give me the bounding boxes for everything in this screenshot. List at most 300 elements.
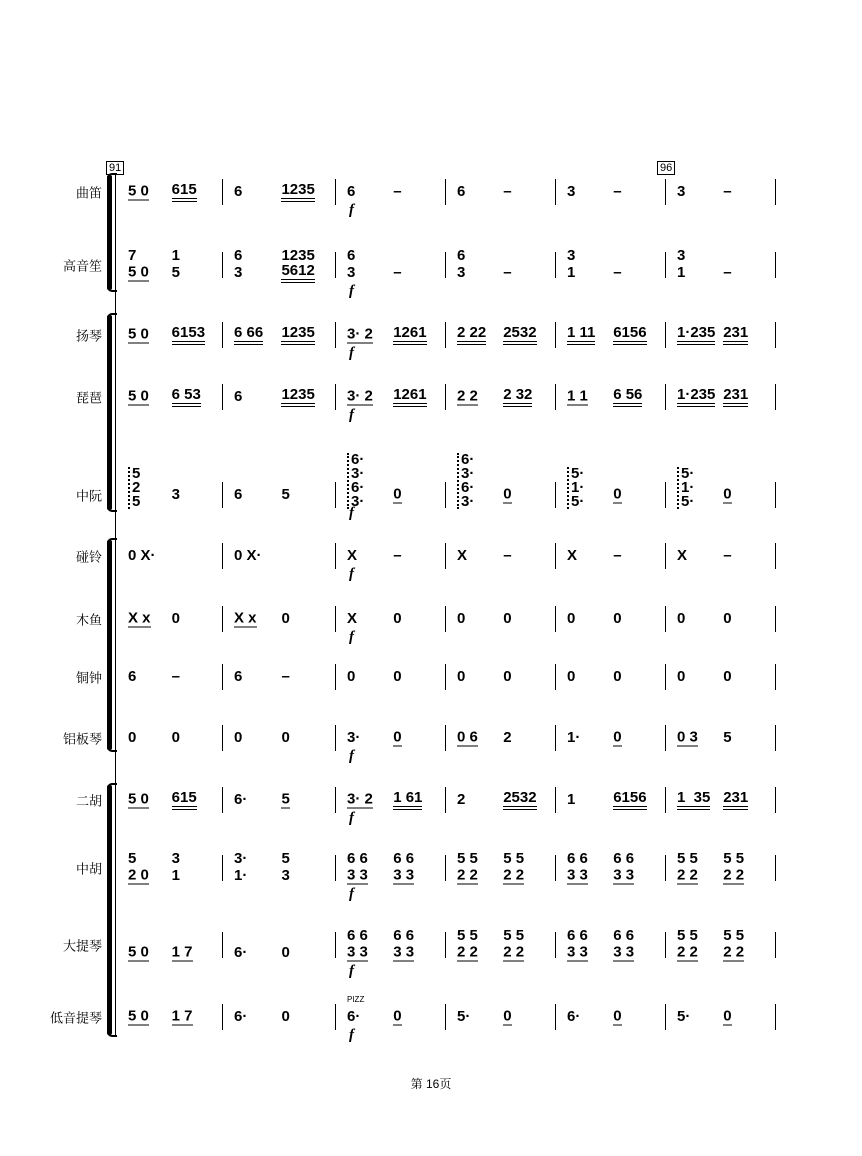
barline bbox=[335, 543, 336, 569]
barline bbox=[665, 543, 666, 569]
chord bbox=[457, 453, 474, 509]
dynamic-forte: f bbox=[349, 748, 354, 764]
barline bbox=[555, 252, 556, 278]
system-line bbox=[115, 175, 116, 1035]
note: 5 bbox=[171, 264, 181, 281]
chord-note: 1· bbox=[571, 479, 585, 496]
barline bbox=[222, 322, 223, 348]
note: 5 5 bbox=[457, 927, 478, 944]
note: 6 53 bbox=[172, 387, 201, 407]
note: 6 6 bbox=[567, 927, 588, 944]
note: 1· bbox=[567, 729, 581, 746]
barline bbox=[445, 482, 446, 508]
barline bbox=[665, 725, 666, 751]
instrument-label: 低音提琴 bbox=[49, 1010, 102, 1026]
barline bbox=[335, 252, 336, 278]
note: 231 bbox=[723, 325, 748, 345]
barline bbox=[335, 855, 336, 881]
note: 3 bbox=[677, 247, 686, 264]
note: X bbox=[347, 547, 358, 564]
note: 3· bbox=[347, 729, 361, 746]
note: 5 bbox=[281, 790, 290, 808]
note: 6· bbox=[234, 944, 248, 961]
barline bbox=[555, 855, 556, 881]
note: 3 bbox=[677, 183, 686, 200]
barline bbox=[335, 482, 336, 508]
barline bbox=[665, 322, 666, 348]
note: 5 0 bbox=[128, 943, 149, 961]
barline bbox=[665, 932, 666, 958]
barline bbox=[222, 179, 223, 205]
note: 6 bbox=[234, 668, 243, 685]
note: 6 bbox=[234, 388, 243, 405]
barline bbox=[665, 482, 666, 508]
barline bbox=[335, 322, 336, 348]
dynamic-forte: f bbox=[349, 283, 354, 299]
barline bbox=[445, 252, 446, 278]
note: 6 6 bbox=[613, 850, 635, 867]
note: 1235 bbox=[281, 182, 314, 202]
note: 5 5 bbox=[677, 927, 698, 944]
bracket-woodwinds bbox=[107, 175, 112, 290]
note: 2 2 bbox=[723, 866, 745, 884]
note: 6 6 bbox=[613, 927, 635, 944]
note: 7 bbox=[128, 247, 137, 264]
note: 0 bbox=[171, 610, 181, 627]
barline bbox=[222, 1004, 223, 1030]
barline bbox=[775, 932, 776, 958]
barline bbox=[665, 855, 666, 881]
barline bbox=[665, 1004, 666, 1030]
note: 0 X· bbox=[128, 547, 156, 564]
note: 1261 bbox=[393, 325, 426, 345]
note: X bbox=[457, 547, 468, 564]
barline bbox=[775, 664, 776, 690]
note: 2 2 bbox=[457, 387, 478, 405]
note: 0 bbox=[613, 1007, 622, 1025]
note: 6 bbox=[457, 183, 466, 200]
note: 2 2 bbox=[723, 943, 745, 961]
page-number: 第 16页 bbox=[410, 1077, 452, 1091]
barline bbox=[775, 606, 776, 632]
note: 6 6 bbox=[347, 850, 368, 867]
note: 231 bbox=[723, 790, 748, 810]
note: 2532 bbox=[503, 790, 536, 810]
note: 0 bbox=[613, 610, 622, 627]
barline bbox=[555, 384, 556, 410]
note: – bbox=[171, 668, 181, 685]
barline bbox=[665, 252, 666, 278]
note: 2 2 bbox=[503, 943, 525, 961]
note: 0 bbox=[723, 668, 732, 685]
bracket-plucked bbox=[107, 315, 112, 510]
note: 6 bbox=[128, 668, 137, 685]
note: 1 1 bbox=[567, 387, 588, 405]
note: – bbox=[281, 668, 290, 685]
barline bbox=[445, 606, 446, 632]
note: 6153 bbox=[172, 325, 205, 345]
barline bbox=[222, 482, 223, 508]
note: 2 0 bbox=[128, 866, 149, 884]
note: 0 bbox=[567, 668, 576, 685]
chord bbox=[567, 467, 584, 509]
rehearsal-mark-91: 91 bbox=[106, 161, 124, 175]
chord-note: 6· bbox=[351, 479, 365, 496]
note: 1235 bbox=[281, 247, 315, 264]
note: X bbox=[347, 610, 358, 627]
note: 0 bbox=[128, 729, 137, 746]
dynamic-forte: f bbox=[349, 810, 354, 826]
chord bbox=[677, 467, 694, 509]
note: X x bbox=[128, 609, 151, 627]
note: 0 bbox=[171, 729, 181, 746]
note: 3 3 bbox=[347, 943, 368, 961]
dynamic-forte: f bbox=[349, 345, 354, 361]
note: 3 3 bbox=[393, 866, 415, 884]
note: 5 0 bbox=[128, 1007, 149, 1025]
barline bbox=[222, 543, 223, 569]
chord-note: 1· bbox=[681, 479, 695, 496]
note: 0 bbox=[503, 485, 512, 503]
note: – bbox=[613, 264, 622, 281]
note: 2 22 bbox=[457, 325, 486, 345]
barline bbox=[775, 543, 776, 569]
barline bbox=[555, 322, 556, 348]
barline bbox=[222, 384, 223, 410]
barline bbox=[445, 725, 446, 751]
note: 0 bbox=[457, 610, 466, 627]
note: 2 bbox=[503, 729, 512, 746]
note: 5612 bbox=[281, 263, 314, 283]
barline bbox=[555, 725, 556, 751]
note: – bbox=[503, 264, 512, 281]
barline bbox=[555, 179, 556, 205]
chord-note: 3· bbox=[351, 493, 365, 510]
instrument-label: 中胡 bbox=[75, 861, 102, 877]
note: 1· bbox=[234, 867, 248, 884]
barline bbox=[555, 664, 556, 690]
barline bbox=[222, 252, 223, 278]
note: 5· bbox=[677, 1008, 691, 1025]
note: – bbox=[393, 264, 402, 281]
note: 1 61 bbox=[393, 790, 422, 810]
note: 6 bbox=[347, 247, 356, 264]
note: 6 6 bbox=[393, 927, 415, 944]
note: 5 bbox=[723, 729, 732, 746]
note: 3· bbox=[234, 850, 248, 867]
barline bbox=[335, 606, 336, 632]
note: 3 3 bbox=[347, 866, 368, 884]
note: 2532 bbox=[503, 325, 536, 345]
note: 1 bbox=[677, 264, 686, 281]
note: 2 2 bbox=[457, 943, 478, 961]
note: 6· bbox=[567, 1008, 581, 1025]
note: 5 5 bbox=[723, 927, 745, 944]
chord-note: 6· bbox=[461, 451, 475, 468]
note: – bbox=[723, 183, 732, 200]
instrument-label: 铝板琴 bbox=[62, 731, 102, 747]
instrument-label: 高音笙 bbox=[62, 258, 102, 274]
note: 0 bbox=[281, 1008, 290, 1025]
barline bbox=[445, 543, 446, 569]
note: 2 32 bbox=[503, 387, 532, 407]
note: 5 0 bbox=[128, 263, 149, 281]
barline bbox=[335, 932, 336, 958]
barline bbox=[665, 606, 666, 632]
bracket-strings bbox=[107, 785, 112, 1035]
barline bbox=[222, 855, 223, 881]
dynamic-forte: f bbox=[349, 886, 354, 902]
barline bbox=[665, 384, 666, 410]
note: 6 6 bbox=[393, 850, 415, 867]
note: 3 3 bbox=[567, 866, 588, 884]
chord-note: 5· bbox=[681, 493, 695, 510]
dynamic-forte: f bbox=[349, 1027, 354, 1043]
note: 5 5 bbox=[503, 927, 525, 944]
note: 5· bbox=[457, 1008, 471, 1025]
note: 0 bbox=[393, 668, 402, 685]
barline bbox=[555, 606, 556, 632]
barline bbox=[775, 1004, 776, 1030]
pizzicato-mark: PIZZ bbox=[347, 995, 365, 1004]
barline bbox=[222, 664, 223, 690]
note: 0 bbox=[457, 668, 466, 685]
note: – bbox=[503, 183, 512, 200]
barline bbox=[775, 179, 776, 205]
dynamic-forte: f bbox=[349, 202, 354, 218]
dynamic-forte: f bbox=[349, 963, 354, 979]
note: 231 bbox=[723, 387, 748, 407]
note: – bbox=[393, 547, 402, 564]
barline bbox=[445, 179, 446, 205]
note: 0 bbox=[234, 729, 243, 746]
note: 0 bbox=[393, 485, 402, 503]
dynamic-forte: f bbox=[349, 407, 354, 423]
barline bbox=[775, 252, 776, 278]
note: 5 0 bbox=[128, 790, 149, 808]
note: 3 bbox=[171, 486, 181, 503]
note: 6 bbox=[347, 183, 356, 200]
note: 1 bbox=[567, 791, 576, 808]
note: 5 bbox=[128, 850, 137, 867]
note: 0 bbox=[723, 610, 732, 627]
bracket-percussion bbox=[107, 540, 112, 750]
note: 5 bbox=[281, 850, 290, 867]
note: 6 6 bbox=[347, 927, 368, 944]
note: – bbox=[503, 547, 512, 564]
barline bbox=[775, 384, 776, 410]
note: 5 5 bbox=[457, 850, 478, 867]
note: 5 0 bbox=[128, 182, 149, 200]
barline bbox=[555, 1004, 556, 1030]
note: 2 2 bbox=[677, 943, 698, 961]
note: 0 bbox=[347, 668, 356, 685]
note: 5 5 bbox=[723, 850, 745, 867]
note: 3 bbox=[567, 183, 576, 200]
barline bbox=[775, 482, 776, 508]
note: 0 bbox=[613, 485, 622, 503]
note: 6 66 bbox=[234, 325, 263, 345]
barline bbox=[665, 787, 666, 813]
chord-note: 3· bbox=[351, 465, 365, 482]
note: 1235 bbox=[281, 325, 314, 345]
note: 2 bbox=[457, 791, 466, 808]
instrument-label: 中阮 bbox=[75, 488, 102, 504]
barline bbox=[222, 725, 223, 751]
note: 3 3 bbox=[393, 943, 415, 961]
note: 5 bbox=[281, 486, 290, 503]
note: 6 bbox=[457, 247, 466, 264]
note: 0 6 bbox=[457, 728, 478, 746]
note: 6· bbox=[234, 1008, 248, 1025]
note: 0 bbox=[393, 1007, 402, 1025]
barline bbox=[222, 606, 223, 632]
barline bbox=[335, 1004, 336, 1030]
instrument-label: 二胡 bbox=[75, 793, 102, 809]
note: 2 2 bbox=[457, 866, 478, 884]
note: 0 bbox=[393, 610, 402, 627]
chord-note: 6· bbox=[351, 451, 365, 468]
note: 0 bbox=[503, 610, 512, 627]
barline bbox=[775, 322, 776, 348]
note: – bbox=[723, 547, 732, 564]
note: 3 bbox=[281, 867, 290, 884]
dynamic-forte: f bbox=[349, 505, 354, 521]
note: X bbox=[677, 547, 688, 564]
instrument-label: 曲笛 bbox=[75, 185, 102, 201]
dynamic-forte: f bbox=[349, 629, 354, 645]
instrument-label: 铜钟 bbox=[75, 670, 102, 686]
barline bbox=[445, 787, 446, 813]
barline bbox=[445, 384, 446, 410]
note: 0 X· bbox=[234, 547, 262, 564]
barline bbox=[335, 787, 336, 813]
note: 3 bbox=[457, 264, 466, 281]
note: 0 bbox=[677, 668, 686, 685]
chord-note: 5· bbox=[571, 493, 585, 510]
chord-note: 5 bbox=[132, 465, 141, 482]
note: 1235 bbox=[281, 387, 314, 407]
note: 6 bbox=[234, 183, 243, 200]
chord-note: 6· bbox=[461, 479, 475, 496]
note: 0 bbox=[613, 728, 622, 746]
barline bbox=[775, 725, 776, 751]
note: 0 bbox=[677, 610, 686, 627]
note: – bbox=[613, 547, 622, 564]
note: 6 6 bbox=[567, 850, 588, 867]
barline bbox=[555, 482, 556, 508]
note: 2 2 bbox=[503, 866, 525, 884]
note: 0 bbox=[567, 610, 576, 627]
barline bbox=[222, 787, 223, 813]
note: 6· bbox=[347, 1008, 361, 1025]
barline bbox=[335, 664, 336, 690]
barline bbox=[665, 664, 666, 690]
chord-note: 3· bbox=[461, 493, 475, 510]
note: 5 0 bbox=[128, 325, 149, 343]
note: 6 bbox=[234, 247, 243, 264]
note: 3 bbox=[567, 247, 576, 264]
note: 6 56 bbox=[613, 387, 642, 407]
note: 0 3 bbox=[677, 728, 698, 746]
chord-note: 5 bbox=[132, 493, 141, 510]
note: – bbox=[613, 183, 622, 200]
chord bbox=[128, 467, 140, 509]
instrument-label: 大提琴 bbox=[62, 938, 102, 954]
note: 3 3 bbox=[567, 943, 588, 961]
chord-note: 5· bbox=[571, 465, 585, 482]
note: 1·235 bbox=[677, 325, 715, 345]
note: – bbox=[723, 264, 732, 281]
instrument-label: 木鱼 bbox=[75, 612, 102, 628]
note: 3 3 bbox=[613, 866, 635, 884]
instrument-label: 扬琴 bbox=[75, 328, 102, 344]
note: 615 bbox=[172, 182, 197, 202]
barline bbox=[555, 932, 556, 958]
note: 6· bbox=[234, 791, 248, 808]
note: 0 bbox=[393, 728, 402, 746]
note: 3 3 bbox=[613, 943, 635, 961]
chord-note: 5· bbox=[681, 465, 695, 482]
note: 5 0 bbox=[128, 387, 149, 405]
barline bbox=[445, 1004, 446, 1030]
barline bbox=[665, 179, 666, 205]
note: 1 7 bbox=[171, 1007, 193, 1025]
note: 3· 2 bbox=[347, 325, 373, 343]
barline bbox=[445, 932, 446, 958]
note: 0 bbox=[281, 729, 290, 746]
note: 1 11 bbox=[567, 325, 595, 345]
note: 1 35 bbox=[677, 790, 710, 810]
barline bbox=[222, 932, 223, 958]
barline bbox=[335, 725, 336, 751]
note: 3 bbox=[171, 850, 181, 867]
note: – bbox=[393, 183, 402, 200]
note: 6156 bbox=[613, 325, 646, 345]
note: 0 bbox=[503, 668, 512, 685]
barline bbox=[445, 664, 446, 690]
note: 0 bbox=[613, 668, 622, 685]
barline bbox=[445, 322, 446, 348]
note: 3· 2 bbox=[347, 387, 373, 405]
rehearsal-mark-96: 96 bbox=[657, 161, 675, 175]
note: 0 bbox=[723, 1007, 732, 1025]
note: 3 bbox=[234, 264, 243, 281]
note: 6 bbox=[234, 486, 243, 503]
barline bbox=[445, 855, 446, 881]
barline bbox=[555, 787, 556, 813]
note: 1 bbox=[567, 264, 576, 281]
note: 1 7 bbox=[171, 943, 193, 961]
barline bbox=[555, 543, 556, 569]
barline bbox=[335, 384, 336, 410]
instrument-label: 琵琶 bbox=[75, 390, 102, 406]
note: 1 bbox=[171, 867, 181, 884]
chord-note: 2 bbox=[132, 479, 141, 496]
note: 3· 2 bbox=[347, 790, 373, 808]
note: 5 5 bbox=[503, 850, 525, 867]
note: 0 bbox=[503, 1007, 512, 1025]
note: X bbox=[567, 547, 578, 564]
note: 5 5 bbox=[677, 850, 698, 867]
chord-note: 3· bbox=[461, 465, 475, 482]
note: 2 2 bbox=[677, 866, 698, 884]
note: 1 bbox=[171, 247, 181, 264]
note: 6156 bbox=[613, 790, 646, 810]
note: 0 bbox=[723, 485, 732, 503]
barline bbox=[335, 179, 336, 205]
barline bbox=[775, 855, 776, 881]
